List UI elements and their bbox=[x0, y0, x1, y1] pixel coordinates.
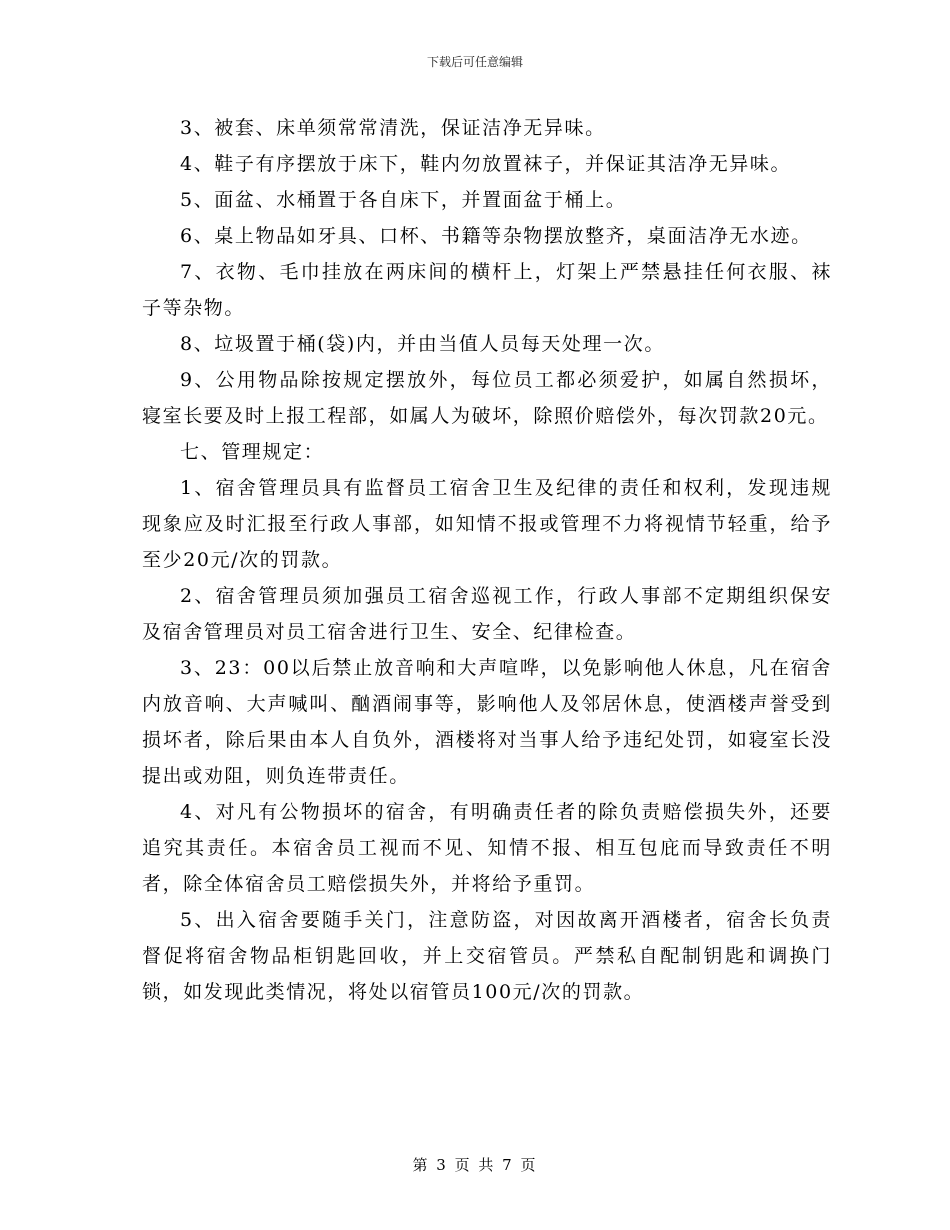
rule-item-5: 5、出入宿舍要随手关门，注意防盗，对因故离开酒楼者，宿舍长负责督促将宿舍物品柜钥匙回收，并上交宿管员。严禁私自配制钥匙和调换门锁，如发现此类情况，将处以宿管员100元/次的罚款。 bbox=[142, 909, 832, 1003]
paragraph-item-5: 5、面盆、水桶置于各自床下，并置面盆于桶上。 bbox=[180, 189, 627, 211]
rule-item-2: 2、宿舍管理员须加强员工宿舍巡视工作，行政人事部不定期组织保安及宿舍管理员对员工宿舍进行卫生、安全、纪律检查。 bbox=[142, 585, 832, 643]
paragraph-item-8: 8、垃圾置于桶(袋)内，并由当值人员每天处理一次。 bbox=[180, 333, 665, 355]
paragraph-item-9: 9、公用物品除按规定摆放外，每位员工都必须爱护，如属自然损坏，寝室长要及时上报工程部，如属人为破坏，除照价赔偿外，每次罚款20元。 bbox=[142, 369, 832, 427]
paragraph-item-3: 3、被套、床单须常常清洗，保证洁净无异味。 bbox=[180, 117, 606, 139]
document-body bbox=[142, 110, 832, 1010]
page-header: 下载后可任意编辑 bbox=[426, 55, 523, 69]
paragraph-item-7: 7、衣物、毛巾挂放在两床间的横杆上，灯架上严禁悬挂任何衣服、袜子等杂物。 bbox=[142, 261, 832, 319]
rule-item-1: 1、宿舍管理员具有监督员工宿舍卫生及纪律的责任和权利，发现违规现象应及时汇报至行政人事部，如知情不报或管理不力将视情节轻重，给予至少20元/次的罚款。 bbox=[142, 477, 832, 571]
paragraph-item-4: 4、鞋子有序摆放于床下，鞋内勿放置袜子，并保证其洁净无异味。 bbox=[180, 153, 792, 175]
section-heading: 七、管理规定： bbox=[180, 441, 325, 463]
rule-item-4: 4、对凡有公物损坏的宿舍，有明确责任者的除负责赔偿损失外，还要追究其责任。本宿舍员工视而不见、知情不报、相互包庇而导致责任不明者，除全体宿舍员工赔偿损失外，并将给予重罚。 bbox=[142, 801, 832, 895]
paragraph-item-6: 6、桌上物品如牙具、口杯、书籍等杂物摆放整齐，桌面洁净无水迹。 bbox=[180, 225, 812, 247]
page-number: 第 3 页 共 7 页 bbox=[412, 1156, 538, 1174]
rule-item-3: 3、23：00以后禁止放音响和大声喧哗，以免影响他人休息，凡在宿舍内放音响、大声喊叫、酗酒闹事等，影响他人及邻居休息，使酒楼声誉受到损坏者，除后果由本人自负外，酒楼将对当事人给予违纪处罚，如寝室长没提出或劝阻，则负连带责任。 bbox=[142, 657, 832, 787]
